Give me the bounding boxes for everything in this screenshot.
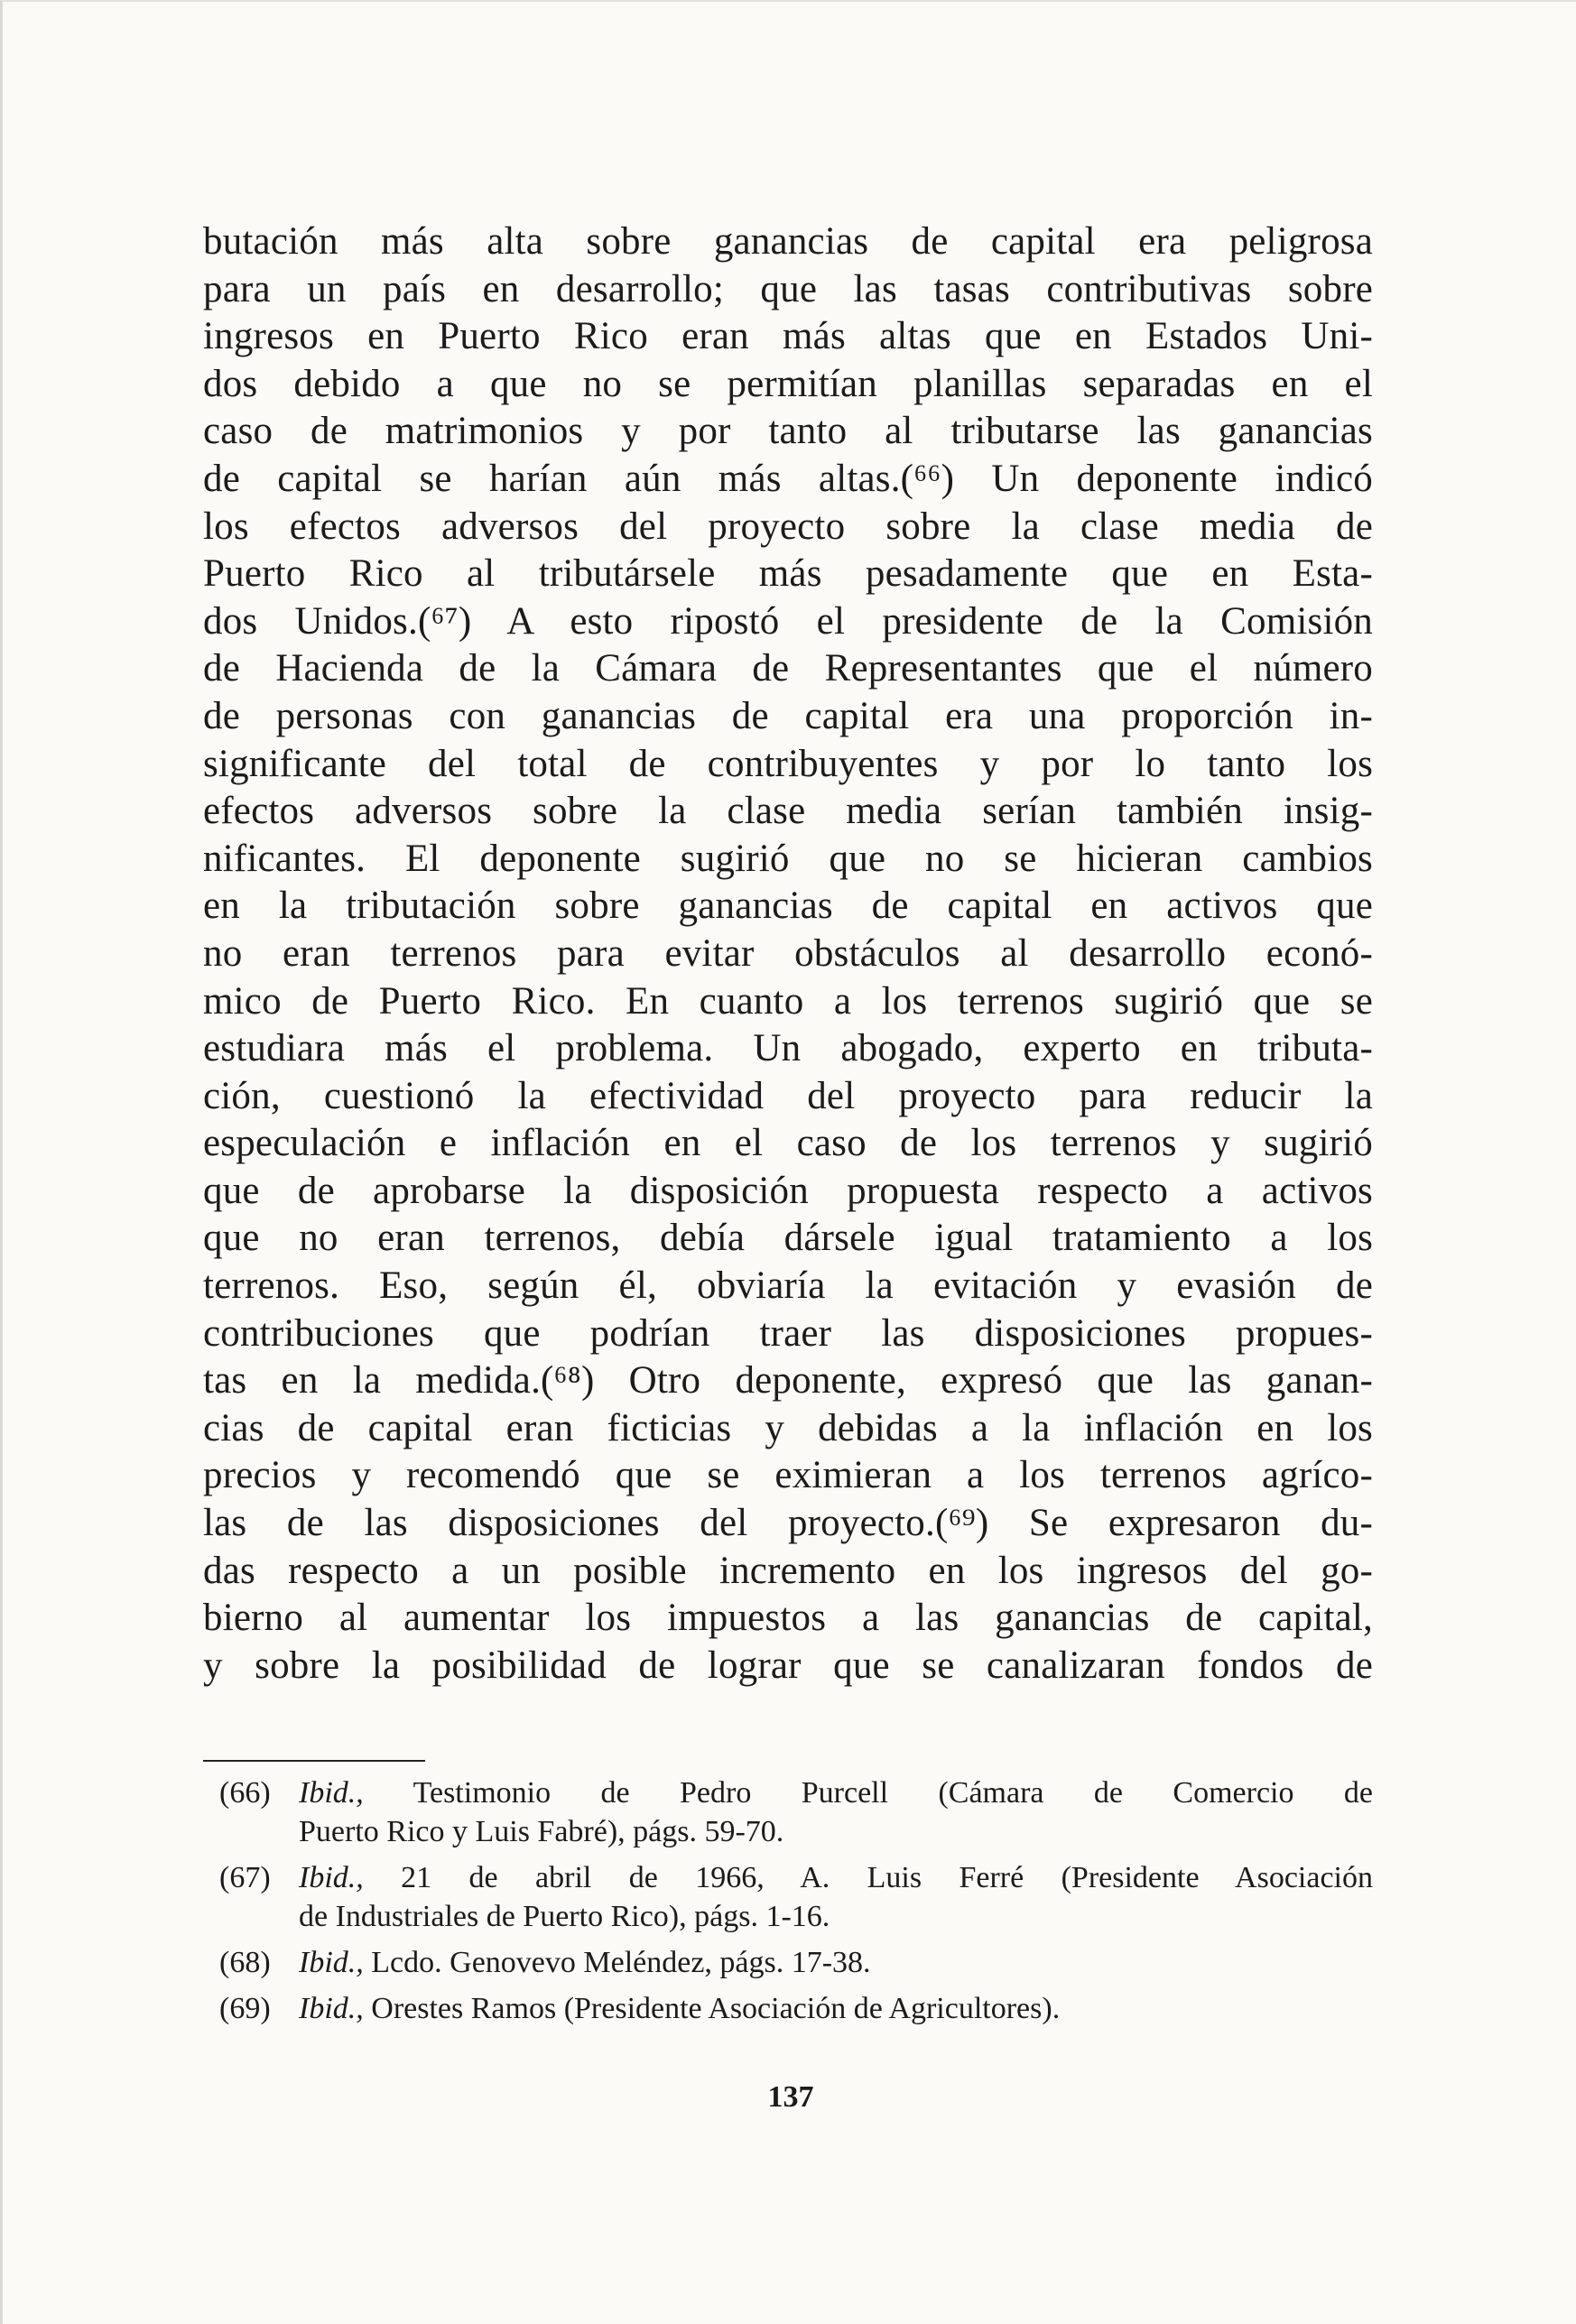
body-line: de Hacienda de la Cámara de Representantes que el número <box>203 647 1373 690</box>
body-line: significante del total de contribuyentes y por lo tanto los <box>203 742 1373 785</box>
body-line: ingresos en Puerto Rico eran más altas que en Estados Uni- <box>203 315 1373 358</box>
footnote-number: (69) <box>219 1992 271 2025</box>
footnote-text: Orestes Ramos (Presidente Asociación de Agricultores). <box>371 1992 1061 2025</box>
footnote-ibid: Ibid., <box>299 1992 364 2025</box>
body-line: caso de matrimonios y por tanto al tributarse las ganancias <box>203 410 1373 453</box>
footnote-ibid: Ibid., <box>299 1776 364 1810</box>
footnote-number: (68) <box>219 1946 271 1979</box>
body-line: cias de capital eran ficticias y debidas a la inflación en los <box>203 1406 1373 1449</box>
body-line: efectos adversos sobre la clase media serían también insig- <box>203 790 1373 833</box>
footnote-line <box>299 1858 1373 1897</box>
footnote-67 <box>219 1858 1373 1936</box>
body-line: que de aprobarse la disposición propuesta respecto a activos <box>203 1169 1373 1212</box>
page-number: 137 <box>767 2080 814 2114</box>
body-line: dos Unidos.(⁶⁷) A esto ripostó el presidente de la Comisión <box>203 599 1373 643</box>
footnote-line <box>299 1943 1373 1982</box>
body-line: que no eran terrenos, debía dársele igual tratamiento a los <box>203 1217 1373 1260</box>
footnote-divider <box>203 1760 425 1762</box>
body-line: ción, cuestionó la efectividad del proyecto para reducir la <box>203 1074 1373 1117</box>
footnote-66 <box>219 1773 1373 1851</box>
footnote-text: 21 de abril de 1966, A. Luis Ferré (Presidente Asociación <box>401 1861 1374 1894</box>
body-line: precios y recomendó que se eximieran a los terrenos agríco- <box>203 1454 1373 1497</box>
footnote-text: Lcdo. Genovevo Meléndez, págs. 17-38. <box>371 1946 871 1979</box>
body-line: estudiara más el problema. Un abogado, experto en tributa- <box>203 1027 1373 1070</box>
body-line: las de las disposiciones del proyecto.(⁶⁹) Se expresaron du- <box>203 1502 1373 1545</box>
body-line: no eran terrenos para evitar obstáculos al desarrollo econó- <box>203 931 1373 975</box>
body-line: terrenos. Eso, según él, obviaría la evitación y evasión de <box>203 1264 1373 1308</box>
footnote-ibid: Ibid., <box>299 1861 364 1894</box>
body-line: y sobre la posibilidad de lograr que se canalizaran fondos de <box>203 1643 1373 1687</box>
footnote-number: (67) <box>219 1861 271 1894</box>
footnote-68 <box>219 1943 1373 1982</box>
body-line: Puerto Rico al tributársele más pesadamente que en Esta- <box>203 552 1373 596</box>
footnote-line <box>299 1773 1373 1812</box>
body-line: tas en la medida.(⁶⁸) Otro deponente, expresó que las ganan- <box>203 1359 1373 1403</box>
body-line: nificantes. El deponente sugirió que no se hicieran cambios <box>203 837 1373 880</box>
footnote-69 <box>219 1989 1373 2028</box>
footnote-line: de Industriales de Puerto Rico), págs. 1-16. <box>299 1900 830 1933</box>
footnote-number: (66) <box>219 1776 271 1810</box>
body-line: das respecto a un posible incremento en los ingresos del go- <box>203 1549 1373 1592</box>
body-line: contribuciones que podrían traer las disposiciones propues- <box>203 1311 1373 1355</box>
body-line: mico de Puerto Rico. En cuanto a los terrenos sugirió que se <box>203 979 1373 1023</box>
body-line: butación más alta sobre ganancias de capital era peligrosa <box>203 220 1373 263</box>
body-line: para un país en desarrollo; que las tasas contributivas sobre <box>203 267 1373 310</box>
footnotes <box>219 1773 1373 2035</box>
body-text <box>203 218 1373 1690</box>
footnote-line: Puerto Rico y Luis Fabré), págs. 59-70. <box>299 1815 784 1848</box>
body-line: dos debido a que no se permitían planillas separadas en el <box>203 362 1373 405</box>
footnote-ibid: Ibid., <box>299 1946 364 1979</box>
footnote-line <box>299 1989 1373 2028</box>
body-line: especulación e inflación en el caso de los terrenos y sugirió <box>203 1122 1373 1165</box>
body-line: de capital se harían aún más altas.(⁶⁶) Un deponente indicó <box>203 457 1373 500</box>
body-line: de personas con ganancias de capital era una proporción in- <box>203 694 1373 737</box>
body-line: los efectos adversos del proyecto sobre la clase media de <box>203 505 1373 548</box>
footnote-text: Testimonio de Pedro Purcell (Cámara de Comercio de <box>413 1776 1373 1810</box>
body-line: bierno al aumentar los impuestos a las ganancias de capital, <box>203 1597 1373 1640</box>
body-line: en la tributación sobre ganancias de capital en activos que <box>203 884 1373 928</box>
